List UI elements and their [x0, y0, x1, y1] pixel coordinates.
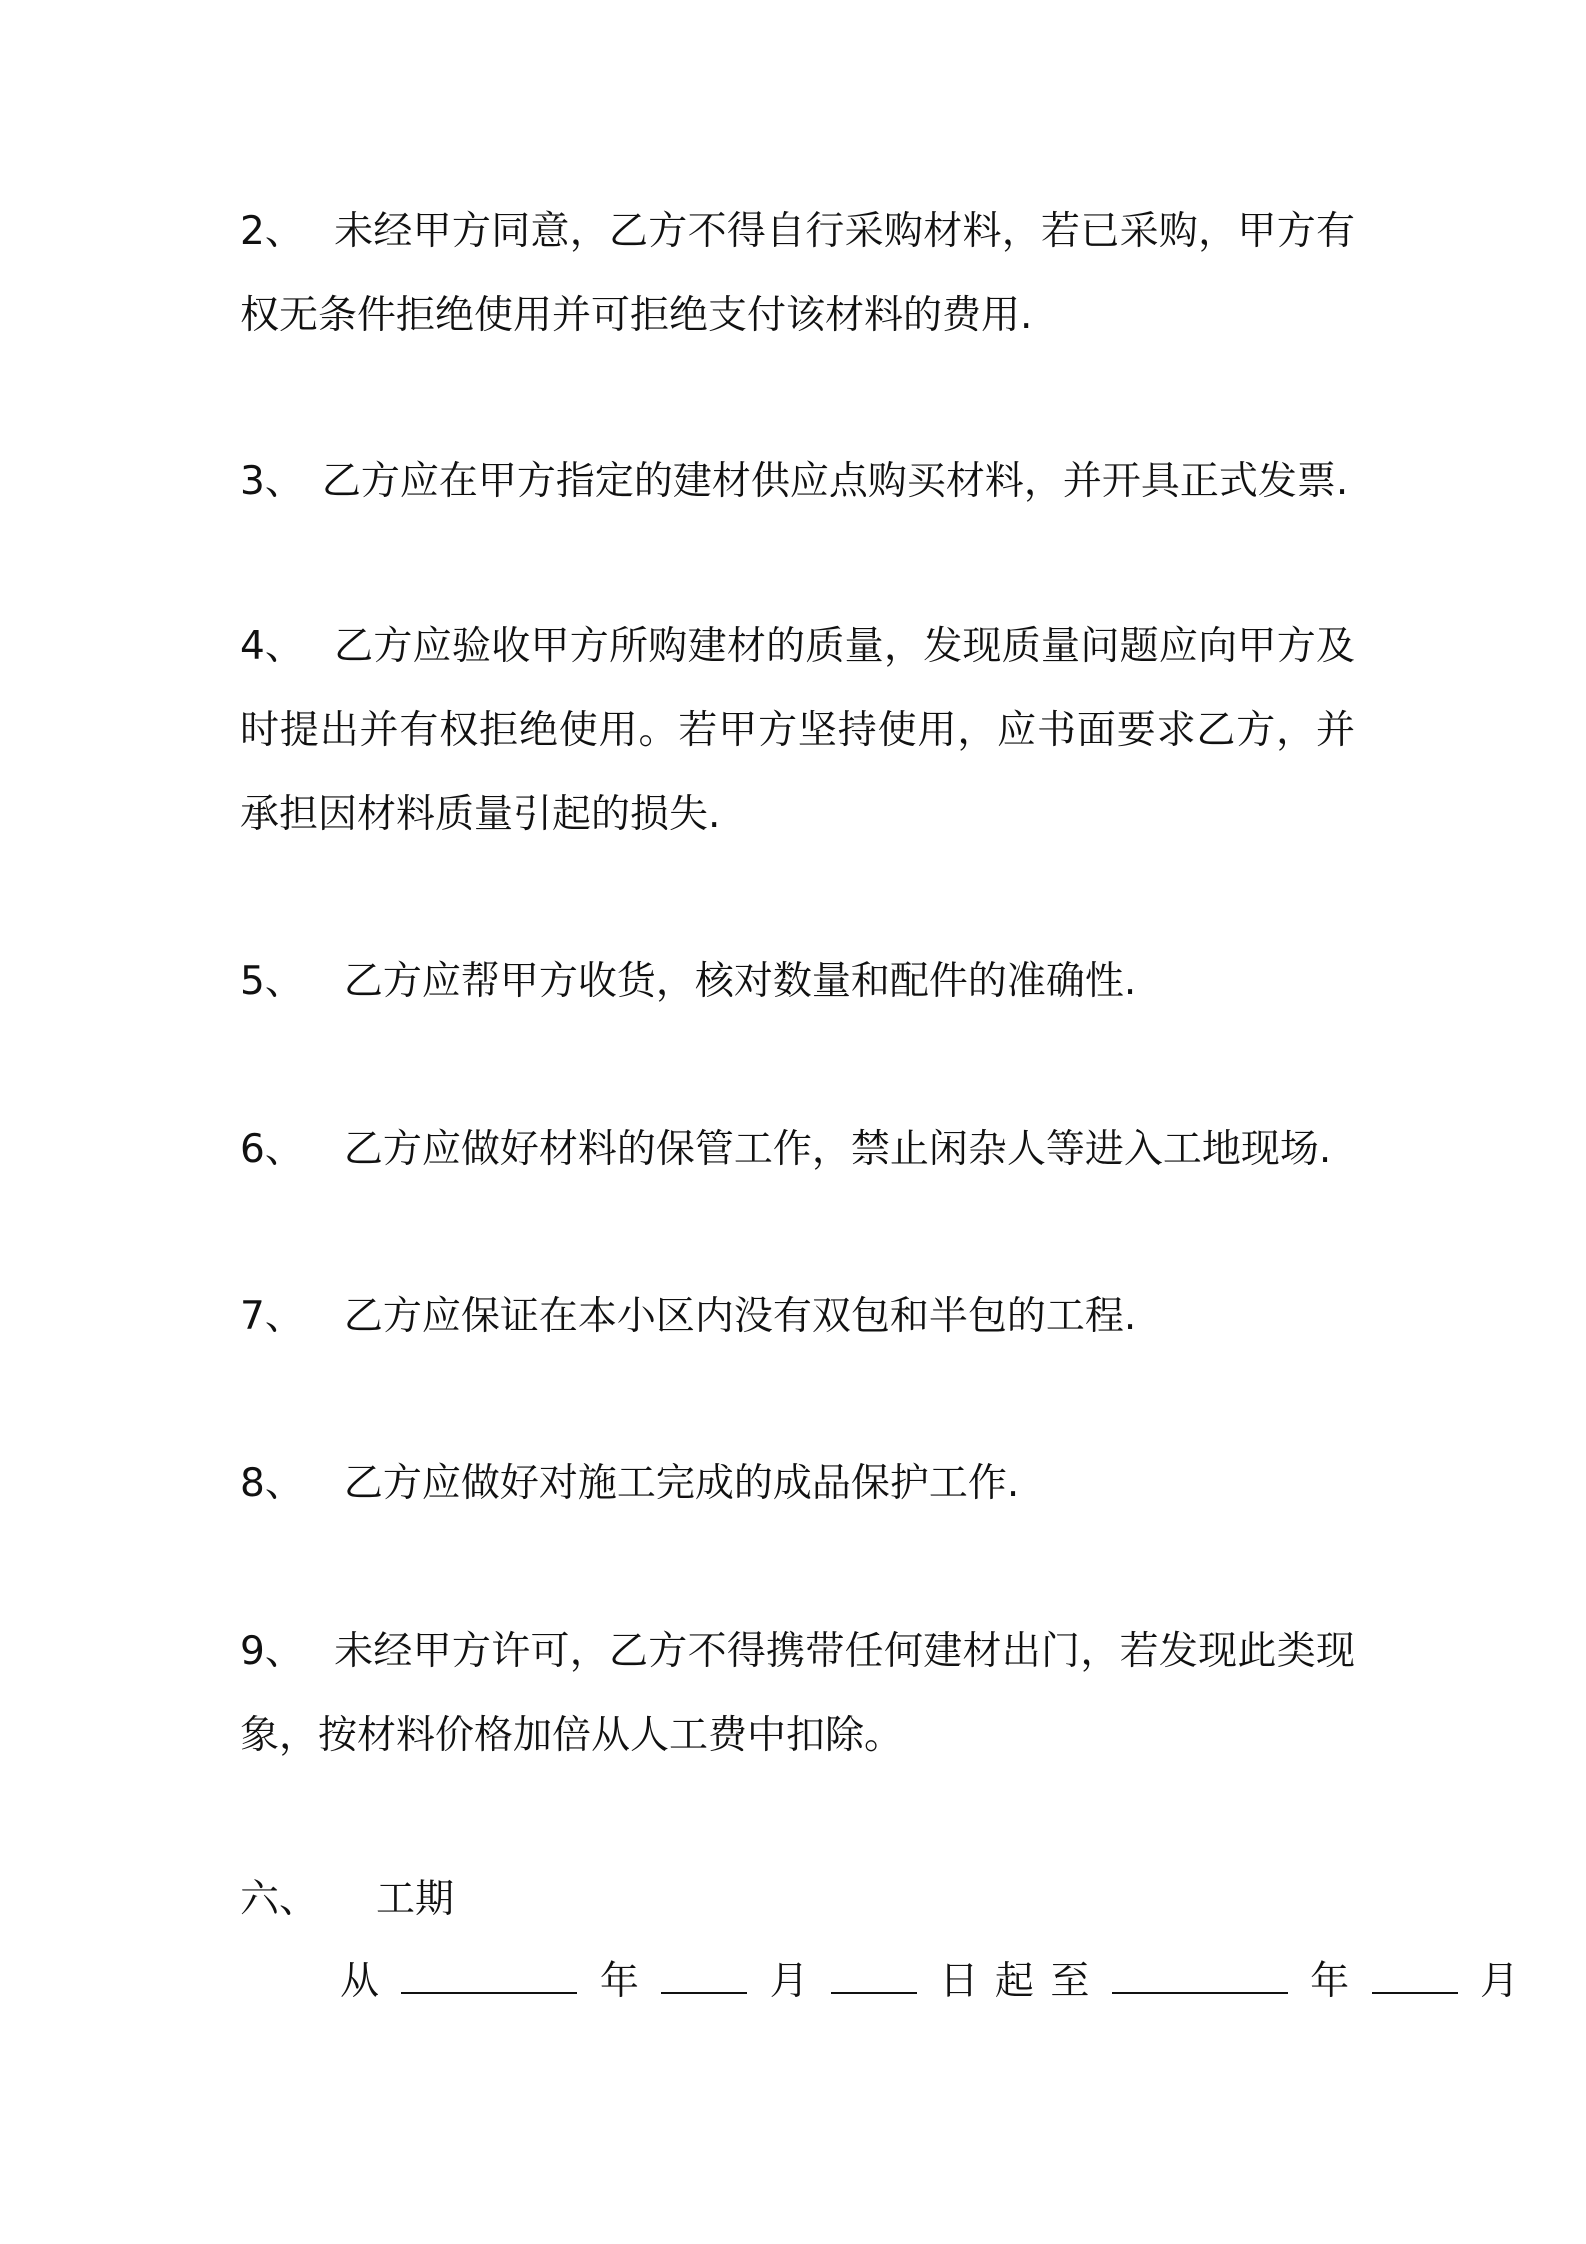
clause-number: 2、 — [240, 209, 304, 254]
start-day-blank[interactable] — [831, 1956, 917, 1994]
period-from: 从 — [340, 1959, 380, 2004]
section-title: 工期 — [376, 1877, 455, 1922]
clause-5 — [240, 940, 1355, 1024]
period-year-label-2: 年 — [1310, 1959, 1350, 2004]
clause-number: 4、 — [240, 624, 304, 669]
clause-7 — [240, 1275, 1355, 1359]
clause-number: 5、 — [240, 959, 304, 1004]
clause-text: 乙方应验收甲方所购建材的质量，发现质量问题应向甲方及时提出并有权拒绝使用。若甲方坚持使用，应书面要求乙方，并承担因材料质量引起的损失. — [240, 624, 1355, 837]
clause-number: 3、 — [240, 459, 304, 504]
start-year-blank[interactable] — [401, 1956, 577, 1994]
period-zhi: 至 — [1050, 1959, 1090, 2004]
start-month-blank[interactable] — [661, 1956, 747, 1994]
clause-8 — [240, 1442, 1355, 1526]
clause-text: 乙方应做好对施工完成的成品保护工作. — [343, 1461, 1020, 1506]
clause-2 — [240, 190, 1355, 358]
clause-text: 乙方应保证在本小区内没有双包和半包的工程. — [343, 1294, 1137, 1339]
clause-3 — [240, 440, 1355, 524]
clause-text: 乙方应在甲方指定的建材供应点购买材料，并开具正式发票. — [321, 459, 1349, 504]
period-line — [338, 1952, 1519, 2012]
clause-9 — [240, 1610, 1355, 1778]
period-qi: 起 — [994, 1959, 1034, 2004]
clause-4 — [240, 605, 1355, 857]
period-month-label: 月 — [769, 1959, 809, 2004]
clause-text: 乙方应做好材料的保管工作，禁止闲杂人等进入工地现场. — [343, 1127, 1332, 1172]
clause-text: 乙方应帮甲方收货，核对数量和配件的准确性. — [343, 959, 1137, 1004]
clause-text: 未经甲方同意，乙方不得自行采购材料，若已采购，甲方有权无条件拒绝使用并可拒绝支付该材料的费用. — [240, 209, 1355, 338]
end-year-blank[interactable] — [1112, 1956, 1288, 1994]
period-month-label-2: 月 — [1479, 1959, 1519, 2004]
section-heading-schedule — [240, 1870, 454, 1930]
clause-number: 8、 — [240, 1461, 304, 1506]
clause-number: 9、 — [240, 1629, 304, 1674]
clause-number: 6、 — [240, 1127, 304, 1172]
period-year-label: 年 — [599, 1959, 639, 2004]
clause-number: 7、 — [240, 1294, 304, 1339]
clause-text: 未经甲方许可，乙方不得携带任何建材出门，若发现此类现象，按材料价格加倍从人工费中扣除。 — [240, 1629, 1355, 1758]
end-month-blank[interactable] — [1372, 1956, 1458, 1994]
section-number: 六、 — [240, 1877, 319, 1922]
clause-6 — [240, 1108, 1355, 1192]
period-day-label: 日 — [939, 1959, 979, 2004]
